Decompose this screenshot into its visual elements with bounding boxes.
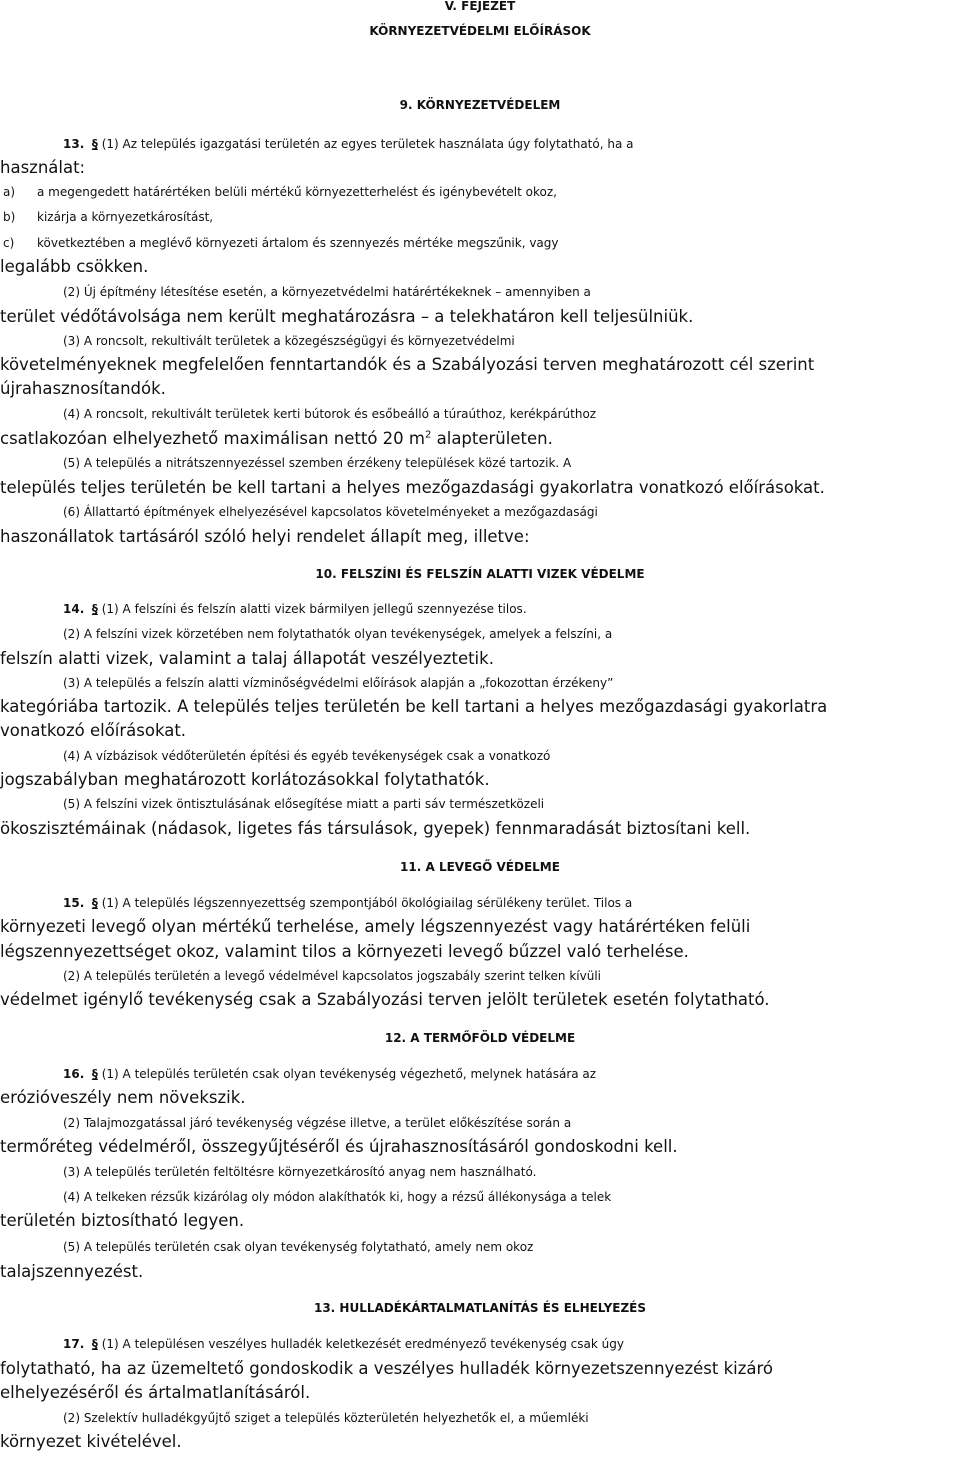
paragraph-13-5: (5) A település a nitrátszennyezéssel szemben érzékeny települések közé tartozik. A xyxy=(63,456,572,470)
paragraph-text: település teljes területén be kell tartani a helyes mezőgazdasági gyakorlatra vonatkozó előírásokat. xyxy=(0,478,825,497)
paragraph-14-4: (4) A vízbázisok védőterületén építési és egyéb tevékenységek csak a vonatkozó xyxy=(63,749,551,763)
paragraph-17-1 xyxy=(63,1332,960,1356)
paragraph-text: használat: xyxy=(0,158,86,177)
paragraph-text: elhelyezéséről és ártalmatlanításáról. xyxy=(0,1383,311,1402)
section-heading-10: 10. FELSZÍNI ÉS FELSZÍN ALATTI VIZEK VÉDELME xyxy=(315,567,645,581)
superscript: 2 xyxy=(425,429,432,441)
section-heading-11: 11. A LEVEGŐ VÉDELME xyxy=(400,860,560,874)
paragraph-13-4: (4) A roncsolt, rekultivált területek kerti bútorok és esőbeálló a túraúthoz, kerékpárúthoz xyxy=(63,407,597,421)
paragraph-14-1 xyxy=(63,597,960,621)
paragraph-text: ökoszisztémáinak (nádasok, ligetes fás társulások, gyepek) fennmaradását biztosítani kell. xyxy=(0,819,751,838)
paragraph-number: 15. xyxy=(63,896,85,910)
section-heading-13: 13. HULLADÉKÁRTALMATLANÍTÁS ÉS ELHELYEZÉS xyxy=(313,1301,647,1315)
list-item-c xyxy=(0,231,959,255)
paragraph-text: területén biztosítható legyen. xyxy=(0,1211,245,1230)
paragraph-text: termőréteg védelméről, összegyűjtéséről és újrahasznosításáról gondoskodni kell. xyxy=(0,1137,678,1156)
paragraph-17-2: (2) Szelektív hulladékgyűjtő sziget a település közterületén helyezhetők el, a műemléki xyxy=(63,1411,589,1425)
list-label: c) xyxy=(3,236,15,250)
paragraph-text: (1) A felszíni és felszín alatti vizek bármilyen jellegű szennyezése tilos. xyxy=(101,602,527,616)
paragraph-text-part: alapterületen. xyxy=(431,429,553,448)
paragraph-text: haszonállatok tartásáról szóló helyi rendelet állapít meg, illetve: xyxy=(0,527,530,546)
paragraph-text: kategóriába tartozik. A település teljes területén be kell tartani a helyes mezőgazdasági gyakorlatra xyxy=(0,697,828,716)
paragraph-number: 17. xyxy=(63,1337,85,1351)
list-text: következtében a meglévő környezeti ártalom és szennyezés mértéke megszűnik, vagy xyxy=(37,236,559,250)
paragraph-text: jogszabályban meghatározott korlátozásokkal folytathatók. xyxy=(0,770,490,789)
paragraph-14-5: (5) A felszíni vizek öntisztulásának elősegítése miatt a parti sáv természetközeli xyxy=(63,797,545,811)
list-label: b) xyxy=(3,210,16,224)
paragraph-text: légszennyezettséget okoz, valamint tilos a környezeti levegő bűzzel való terhelése. xyxy=(0,942,689,961)
list-label: a) xyxy=(3,185,16,199)
paragraph-text: (1) Az település igazgatási területén az egyes területek használata úgy folytatható, ha a xyxy=(101,137,634,151)
paragraph-text: újrahasznosítandók. xyxy=(0,379,166,398)
paragraph-text: (1) A településen veszélyes hulladék keletkezését eredményező tevékenység csak úgy xyxy=(101,1337,624,1351)
paragraph-13-1 xyxy=(63,132,960,156)
paragraph-text: környezeti levegő olyan mértékű terhelése, amely légszennyezést vagy határértéken felüli xyxy=(0,917,751,936)
paragraph-text: legalább csökken. xyxy=(0,257,149,276)
section-sign: § xyxy=(91,1337,98,1351)
paragraph-13-2: (2) Új építmény létesítése esetén, a környezetvédelmi határértékeknek – amennyiben a xyxy=(63,285,591,299)
paragraph-text: követelményeknek megfelelően fenntartandók és a Szabályozási terven meghatározott cél szerint xyxy=(0,355,815,374)
paragraph-16-4: (4) A telkeken rézsűk kizárólag oly módon alakíthatók ki, hogy a rézsű állékonysága a telek xyxy=(63,1190,612,1204)
section-heading-9: 9. KÖRNYEZETVÉDELEM xyxy=(399,98,561,112)
paragraph-13-3: (3) A roncsolt, rekultivált területek a közegészségügyi és környezetvédelmi xyxy=(63,334,515,348)
paragraph-number: 13. xyxy=(63,137,85,151)
paragraph-text: vonatkozó előírásokat. xyxy=(0,721,187,740)
section-heading-12: 12. A TERMŐFÖLD VÉDELME xyxy=(384,1031,576,1045)
paragraph-text: erózióveszély nem növekszik. xyxy=(0,1088,246,1107)
section-sign: § xyxy=(91,137,98,151)
chapter-title: KÖRNYEZETVÉDELMI ELŐÍRÁSOK xyxy=(369,24,591,38)
paragraph-15-1 xyxy=(63,891,960,915)
chapter-number: V. FEJEZET xyxy=(444,0,516,13)
paragraph-16-1 xyxy=(63,1062,960,1086)
section-sign: § xyxy=(91,896,98,910)
paragraph-number: 14. xyxy=(63,602,85,616)
paragraph-text: védelmet igénylő tevékenység csak a Szabályozási terven jelölt területek esetén folytatható. xyxy=(0,990,770,1009)
paragraph-16-2: (2) Talajmozgatással járó tevékenység végzése illetve, a terület előkészítése során a xyxy=(63,1116,572,1130)
section-sign: § xyxy=(91,602,98,616)
paragraph-13-6: (6) Állattartó építmények elhelyezésével kapcsolatos követelményeket a mezőgazdasági xyxy=(63,505,598,519)
paragraph-text xyxy=(0,427,956,451)
section-sign: § xyxy=(91,1067,98,1081)
paragraph-14-2: (2) A felszíni vizek körzetében nem folytathatók olyan tevékenységek, amelyek a felszíni, a xyxy=(63,627,613,641)
paragraph-16-3: (3) A település területén feltöltésre környezetkárosító anyag nem használható. xyxy=(63,1165,537,1179)
paragraph-text: talajszennyezést. xyxy=(0,1262,144,1281)
paragraph-number: 16. xyxy=(63,1067,85,1081)
paragraph-text-part: csatlakozóan elhelyezhető maximálisan nettó 20 m xyxy=(0,429,425,448)
paragraph-15-2: (2) A település területén a levegő védelmével kapcsolatos jogszabály szerint telken kívüli xyxy=(63,969,602,983)
paragraph-text: terület védőtávolsága nem került meghatározásra – a telekhatáron kell teljesülniük. xyxy=(0,307,694,326)
paragraph-16-5: (5) A település területén csak olyan tevékenység folytatható, amely nem okoz xyxy=(63,1240,534,1254)
paragraph-text: környezet kivételével. xyxy=(0,1432,182,1451)
list-text: kizárja a környezetkárosítást, xyxy=(37,210,214,224)
paragraph-14-3: (3) A település a felszín alatti vízminőségvédelmi előírások alapján a „fokozottan érzékeny” xyxy=(63,676,614,690)
paragraph-text: (1) A település területén csak olyan tevékenység végezhető, melynek hatására az xyxy=(101,1067,597,1081)
paragraph-text: folytatható, ha az üzemeltető gondoskodik a veszélyes hulladék környezetszennyezést kizáró xyxy=(0,1359,774,1378)
paragraph-text: (1) A település légszennyezettség szempontjából ökológiailag sérülékeny terület. Tilos a xyxy=(101,896,633,910)
list-item-b xyxy=(0,205,959,229)
list-text: a megengedett határértéken belüli mértékű környezetterhelést és igénybevételt okoz, xyxy=(37,185,557,199)
paragraph-text: felszín alatti vizek, valamint a talaj állapotát veszélyeztetik. xyxy=(0,649,494,668)
list-item-a xyxy=(0,180,959,204)
